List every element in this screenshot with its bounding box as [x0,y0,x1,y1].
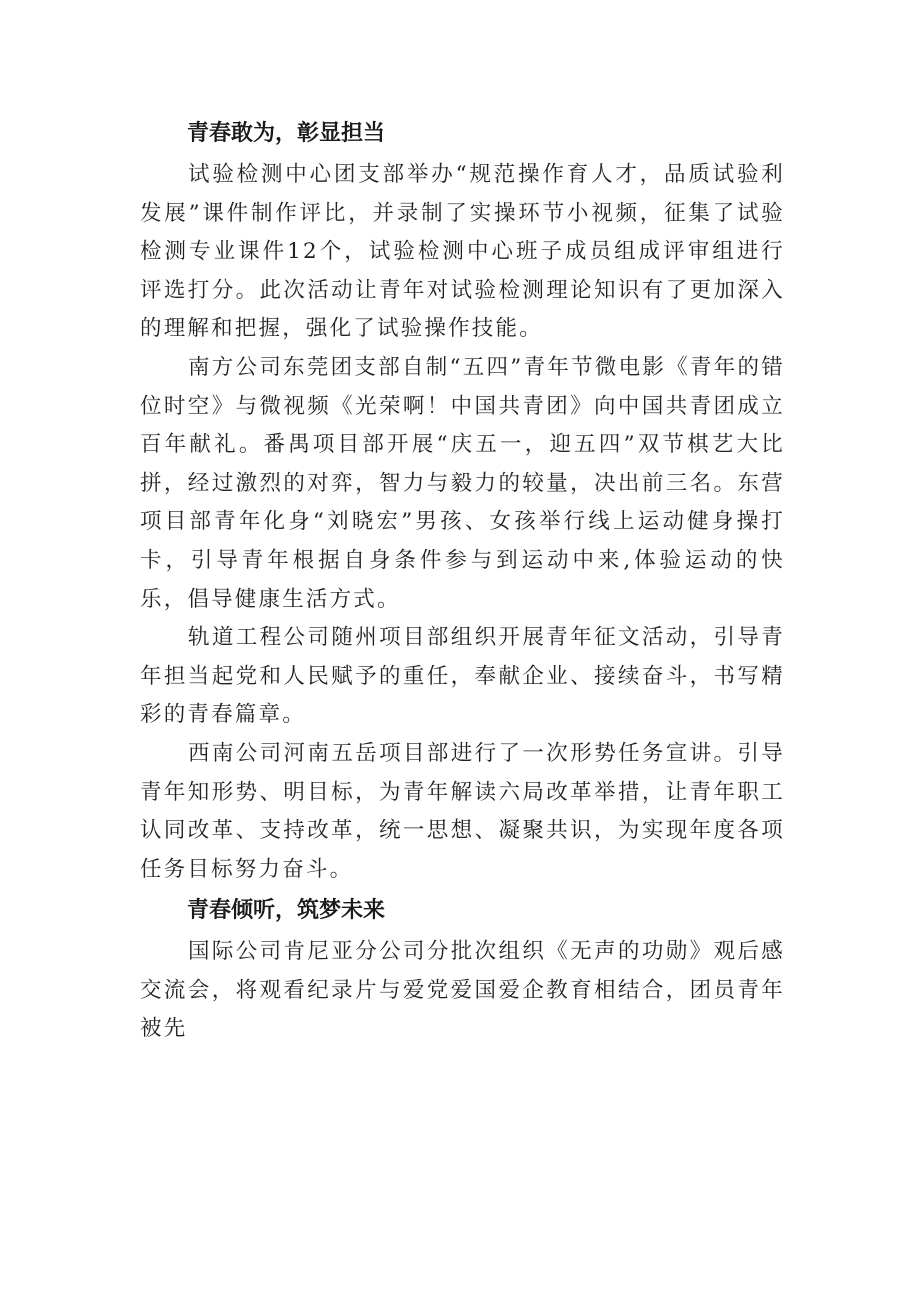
paragraph: 西南公司河南五岳项目部进行了一次形势任务宣讲。引导青年知形势、明目标，为青年解读六局改革举措，让青年职工认同改革、支持改革，统一思想、凝聚共识，为实现年度各项任务目标努力奋斗。 [140,740,785,882]
paragraph: 轨道工程公司随州项目部组织开展青年征文活动，引导青年担当起党和人民赋予的重任，奉献企业、接续奋斗，书写精彩的青春篇章。 [140,625,785,728]
paragraph: 国际公司肯尼亚分公司分批次组织《无声的功勋》观后感交流会，将观看纪录片与爱党爱国爱企教育相结合，团员青年被先 [140,939,785,1042]
paragraph: 南方公司东莞团支部自制“五四”青年节微电影《青年的错位时空》与微视频《光荣啊！中国共青团》向中国共青团成立百年献礼。番禺项目部开展“庆五一，迎五四”双节棋艺大比拼，经过激烈的对弈，智力与毅力的较量，决出前三名。东营项目部青年化身“刘晓宏”男孩、女孩举行线上运动健身操打卡，引导青年根据自身条件参与到运动中来,体验运动的快乐，倡导健康生活方式。 [140,354,785,612]
section-heading-2: 青春倾听，筑梦未来 [187,898,386,924]
section-heading-1: 青春敢为，彰显担当 [187,121,386,146]
document-page [140,112,785,1049]
paragraph: 试验检测中心团支部举办“规范操作育人才，品质试验利发展”课件制作评比，并录制了实操环节小视频，征集了试验检测专业课件12个，试验检测中心班子成员组成评审组进行评选打分。此次活动让青年对试验检测理论知识有了更加深入的理解和把握，强化了试验操作技能。 [140,162,785,342]
